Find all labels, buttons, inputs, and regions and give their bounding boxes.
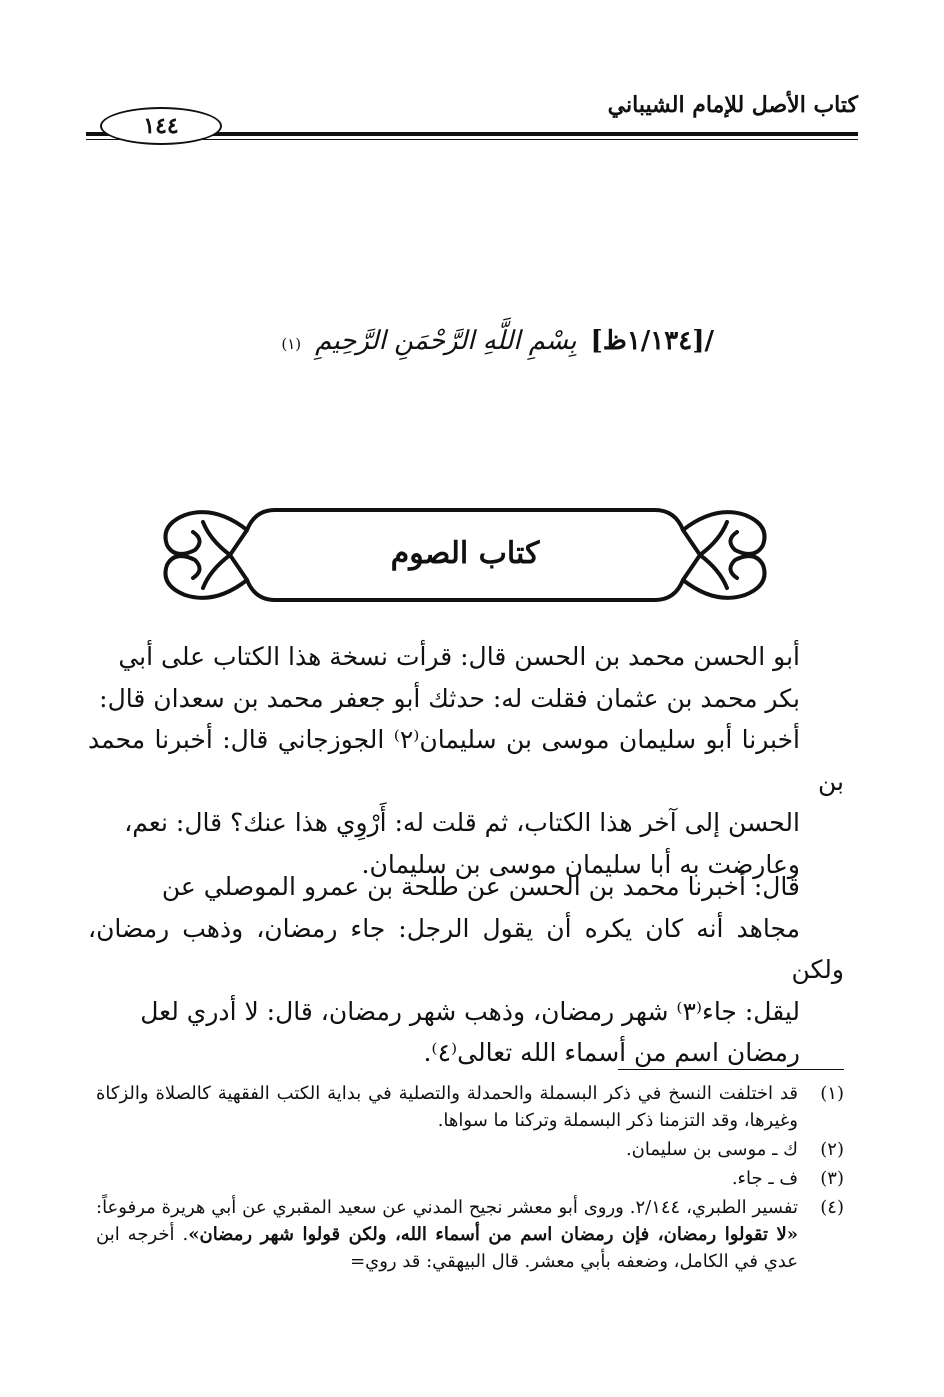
footnote (96, 1165, 844, 1192)
text-line: أخبرنا أبو سليمان موسى بن سليمان⁽٢⁾ الجوزجاني قال: أخبرنا محمد بن (88, 725, 844, 796)
folio-reference: /[١/١٣٤ظ] (590, 326, 714, 356)
footnote-number: (٤) (820, 1197, 844, 1218)
footnote-text: قد اختلفت النسخ في ذكر البسملة والحمدلة والتصلية في بداية الكتب الفقهية كالصلاة والزكاة وغيرها، وقد التزمنا ذكر البسملة وتركنا ما سواها. (96, 1083, 798, 1131)
footnotes (96, 1080, 844, 1277)
footnote-number: (٣) (820, 1168, 844, 1189)
footnote-separator (618, 1069, 844, 1070)
text-line: رمضان اسم من أسماء الله تعالى⁽٤⁾. (423, 1038, 800, 1067)
footnote-text: ك ـ موسى بن سليمان. (625, 1139, 798, 1160)
footnote (96, 1194, 844, 1275)
footnote-number: (٢) (820, 1139, 844, 1160)
footnote (96, 1080, 844, 1134)
basmala-line (80, 326, 714, 356)
footnote-text-part: . أخرجه ابن عدي في الكامل، وضعفه بأبي معشر. قال البيهقي: قد روي= (96, 1224, 798, 1272)
footnote-number: (١) (820, 1083, 844, 1104)
text-line: وعارضت به أبا سليمان موسى بن سليمان. (361, 849, 800, 879)
text-line: مجاهد أنه كان يكره أن يقول الرجل: جاء رمضان، وذهب رمضان، ولكن (88, 913, 844, 984)
footnote-text: ف ـ جاء. (731, 1168, 798, 1189)
page-number: ١٤٤ (100, 107, 222, 145)
body-paragraph (88, 866, 844, 1074)
text-line: أبو الحسن محمد بن الحسن قال: قرأت نسخة هذا الكتاب على أبي (118, 642, 800, 671)
footnote (96, 1136, 844, 1163)
chapter-cartouche (155, 500, 775, 610)
running-head: كتاب الأصل للإمام الشيباني (607, 92, 858, 118)
hadith-quote: «لا تقولوا رمضان، فإن رمضان اسم من أسماء الله، ولكن قولوا شهر رمضان» (188, 1224, 798, 1245)
body-paragraph (88, 636, 844, 885)
chapter-title: كتاب الصوم (390, 536, 540, 571)
footnote-text-part: تفسير الطبري، ٢/١٤٤. وروى أبو معشر نجيح المدني عن سعيد المقبري عن أبي هريرة مرفوعاً: (96, 1197, 798, 1218)
footnote-ref: (١) (281, 335, 302, 353)
text-line: ليقل: جاء⁽٣⁾ شهر رمضان، وذهب شهر رمضان، قال: لا أدري لعل (140, 996, 800, 1026)
basmala: بِسْمِ اللَّهِ الرَّحْمَنِ الرَّحِيمِ (315, 326, 577, 356)
text-line: بكر محمد بن عثمان فقلت له: حدثك أبو جعفر محمد بن سعدان قال: (99, 683, 800, 713)
text-line: قال: أخبرنا محمد بن الحسن عن طلحة بن عمرو الموصلي عن (161, 872, 800, 901)
text-line: الحسن إلى آخر هذا الكتاب، ثم قلت له: أَرْوِي هذا عنك؟ قال: نعم، (124, 808, 800, 837)
footnote-text (96, 1194, 798, 1275)
